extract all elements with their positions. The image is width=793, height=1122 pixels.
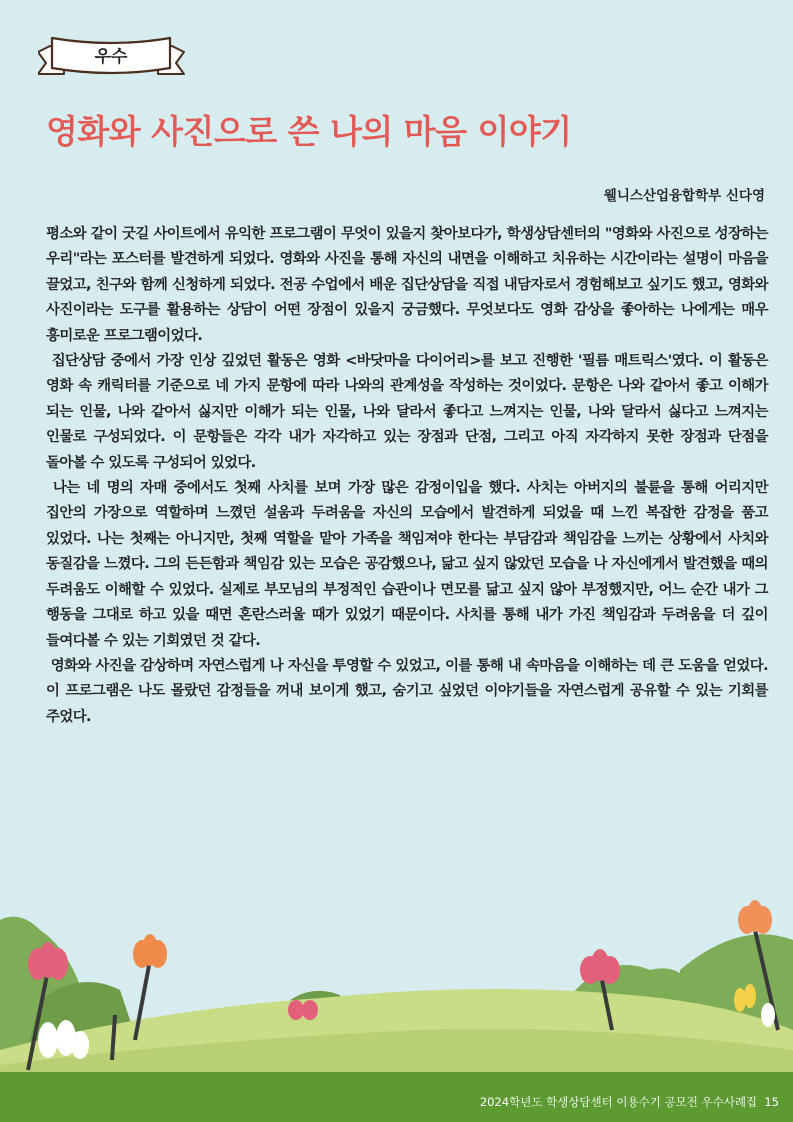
- paragraph-4: 영화와 사진을 감상하며 자연스럽게 나 자신을 투영할 수 있었고, 이를 통해 내 속마음을 이해하는 데 큰 도움을 얻었다. 이 프로그램은 나도 몰랐던 감정들을 꺼내 보이게 했고, 숨기고 싶었던 이야기들을 자연스럽게 공유할 수 있는 기회를 주었다.: [46, 657, 768, 725]
- page-number: 15: [764, 1095, 779, 1109]
- badge-label: 우수: [94, 47, 128, 67]
- publication-title: 2024학년도 학생상담센터 이용수기 공모전 우수사례집: [479, 1095, 758, 1109]
- paragraph-2: 집단상담 중에서 가장 인상 깊었던 활동은 영화 <바닷마을 다이어리>를 보고 진행한 '필름 매트릭스'였다. 이 활동은 영화 속 캐릭터를 기준으로 네 가지 문항에 따라 나와의 관계성을 작성하는 것이었다. 문항은 나와 같아서 좋고 이해가 되는 인물, 나와 같아서 싫지만 이해가 되는 인물, 나와 달라서 좋다고 느껴지는 인물, 나와 달라서 싫다고 느껴지는 인물로 구성되었다. 이 문항들은 각각 내가 자각하고 있는 장점과 단점, 그리고 아직 자각하지 못한 장점과 단점을 돌아볼 수 있도록 구성되어 있었다.: [46, 353, 768, 471]
- footer-caption: [480, 1094, 779, 1110]
- orange-tulip-icon: [738, 900, 772, 934]
- white-flower-icon: [761, 1003, 775, 1027]
- garden-illustration: [0, 880, 793, 1080]
- footer-band: [0, 1072, 793, 1122]
- essay-body: [46, 222, 768, 730]
- page-title: 영화와 사진으로 쓴 나의 마음 이야기: [46, 112, 572, 151]
- author-line: 웰니스산업융합학부 신다영: [603, 188, 765, 204]
- pink-flower-icon: [580, 949, 620, 984]
- award-ribbon-badge: [38, 30, 198, 82]
- paragraph-1: 평소와 같이 굿길 사이트에서 유익한 프로그램이 무엇이 있을지 찾아보다가, 학생상담센터의 "영화와 사진으로 성장하는 우리"라는 포스터를 발견하게 되었다. 영화와 사진을 통해 자신의 내면을 이해하고 치유하는 시간이라는 설명이 마음을 끌었고, 친구와 함께 신청하게 되었다. 전공 수업에서 배운 집단상담을 직접 내담자로서 경험해보고 싶기도 했고, 영화와 사진이라는 도구를 활용하는 상담이 어떤 장점이 있을지 궁금했다. 무엇보다도 영화 감상을 좋아하는 나에게는 매우 흥미로운 프로그램이었다.: [46, 226, 768, 344]
- orange-tulip-icon: [133, 934, 167, 968]
- paragraph-3: 나는 네 명의 자매 중에서도 첫째 사치를 보며 가장 많은 감정이입을 했다. 사치는 아버지의 불륜을 통해 어리지만 집안의 가장으로 역할하며 느꼈던 설움과 두려움을 자신의 모습에서 발견하게 되었을 때 느낀 복잡한 감정을 품고 있었다. 나는 첫째는 아니지만, 첫째 역할을 맡아 가족을 책임져야 한다는 부담감과 책임감을 느끼는 상황에서 사치와 동질감을 느꼈다. 그의 든든함과 책임감 있는 모습은 공감했으나, 닮고 싶지 않았던 모습을 나 자신에게서 발견했을 때의 두려움도 이해할 수 있었다. 실제로 부모님의 부정적인 습관이나 면모를 닮고 싶지 않아 부정했지만, 어느 순간 내가 그 행동을 그대로 하고 있을 때면 혼란스러울 때가 있었기 때문이다. 사치를 통해 내가 가진 책임감과 두려움을 더 깊이 들여다볼 수 있는 기회였던 것 같다.: [46, 480, 768, 649]
